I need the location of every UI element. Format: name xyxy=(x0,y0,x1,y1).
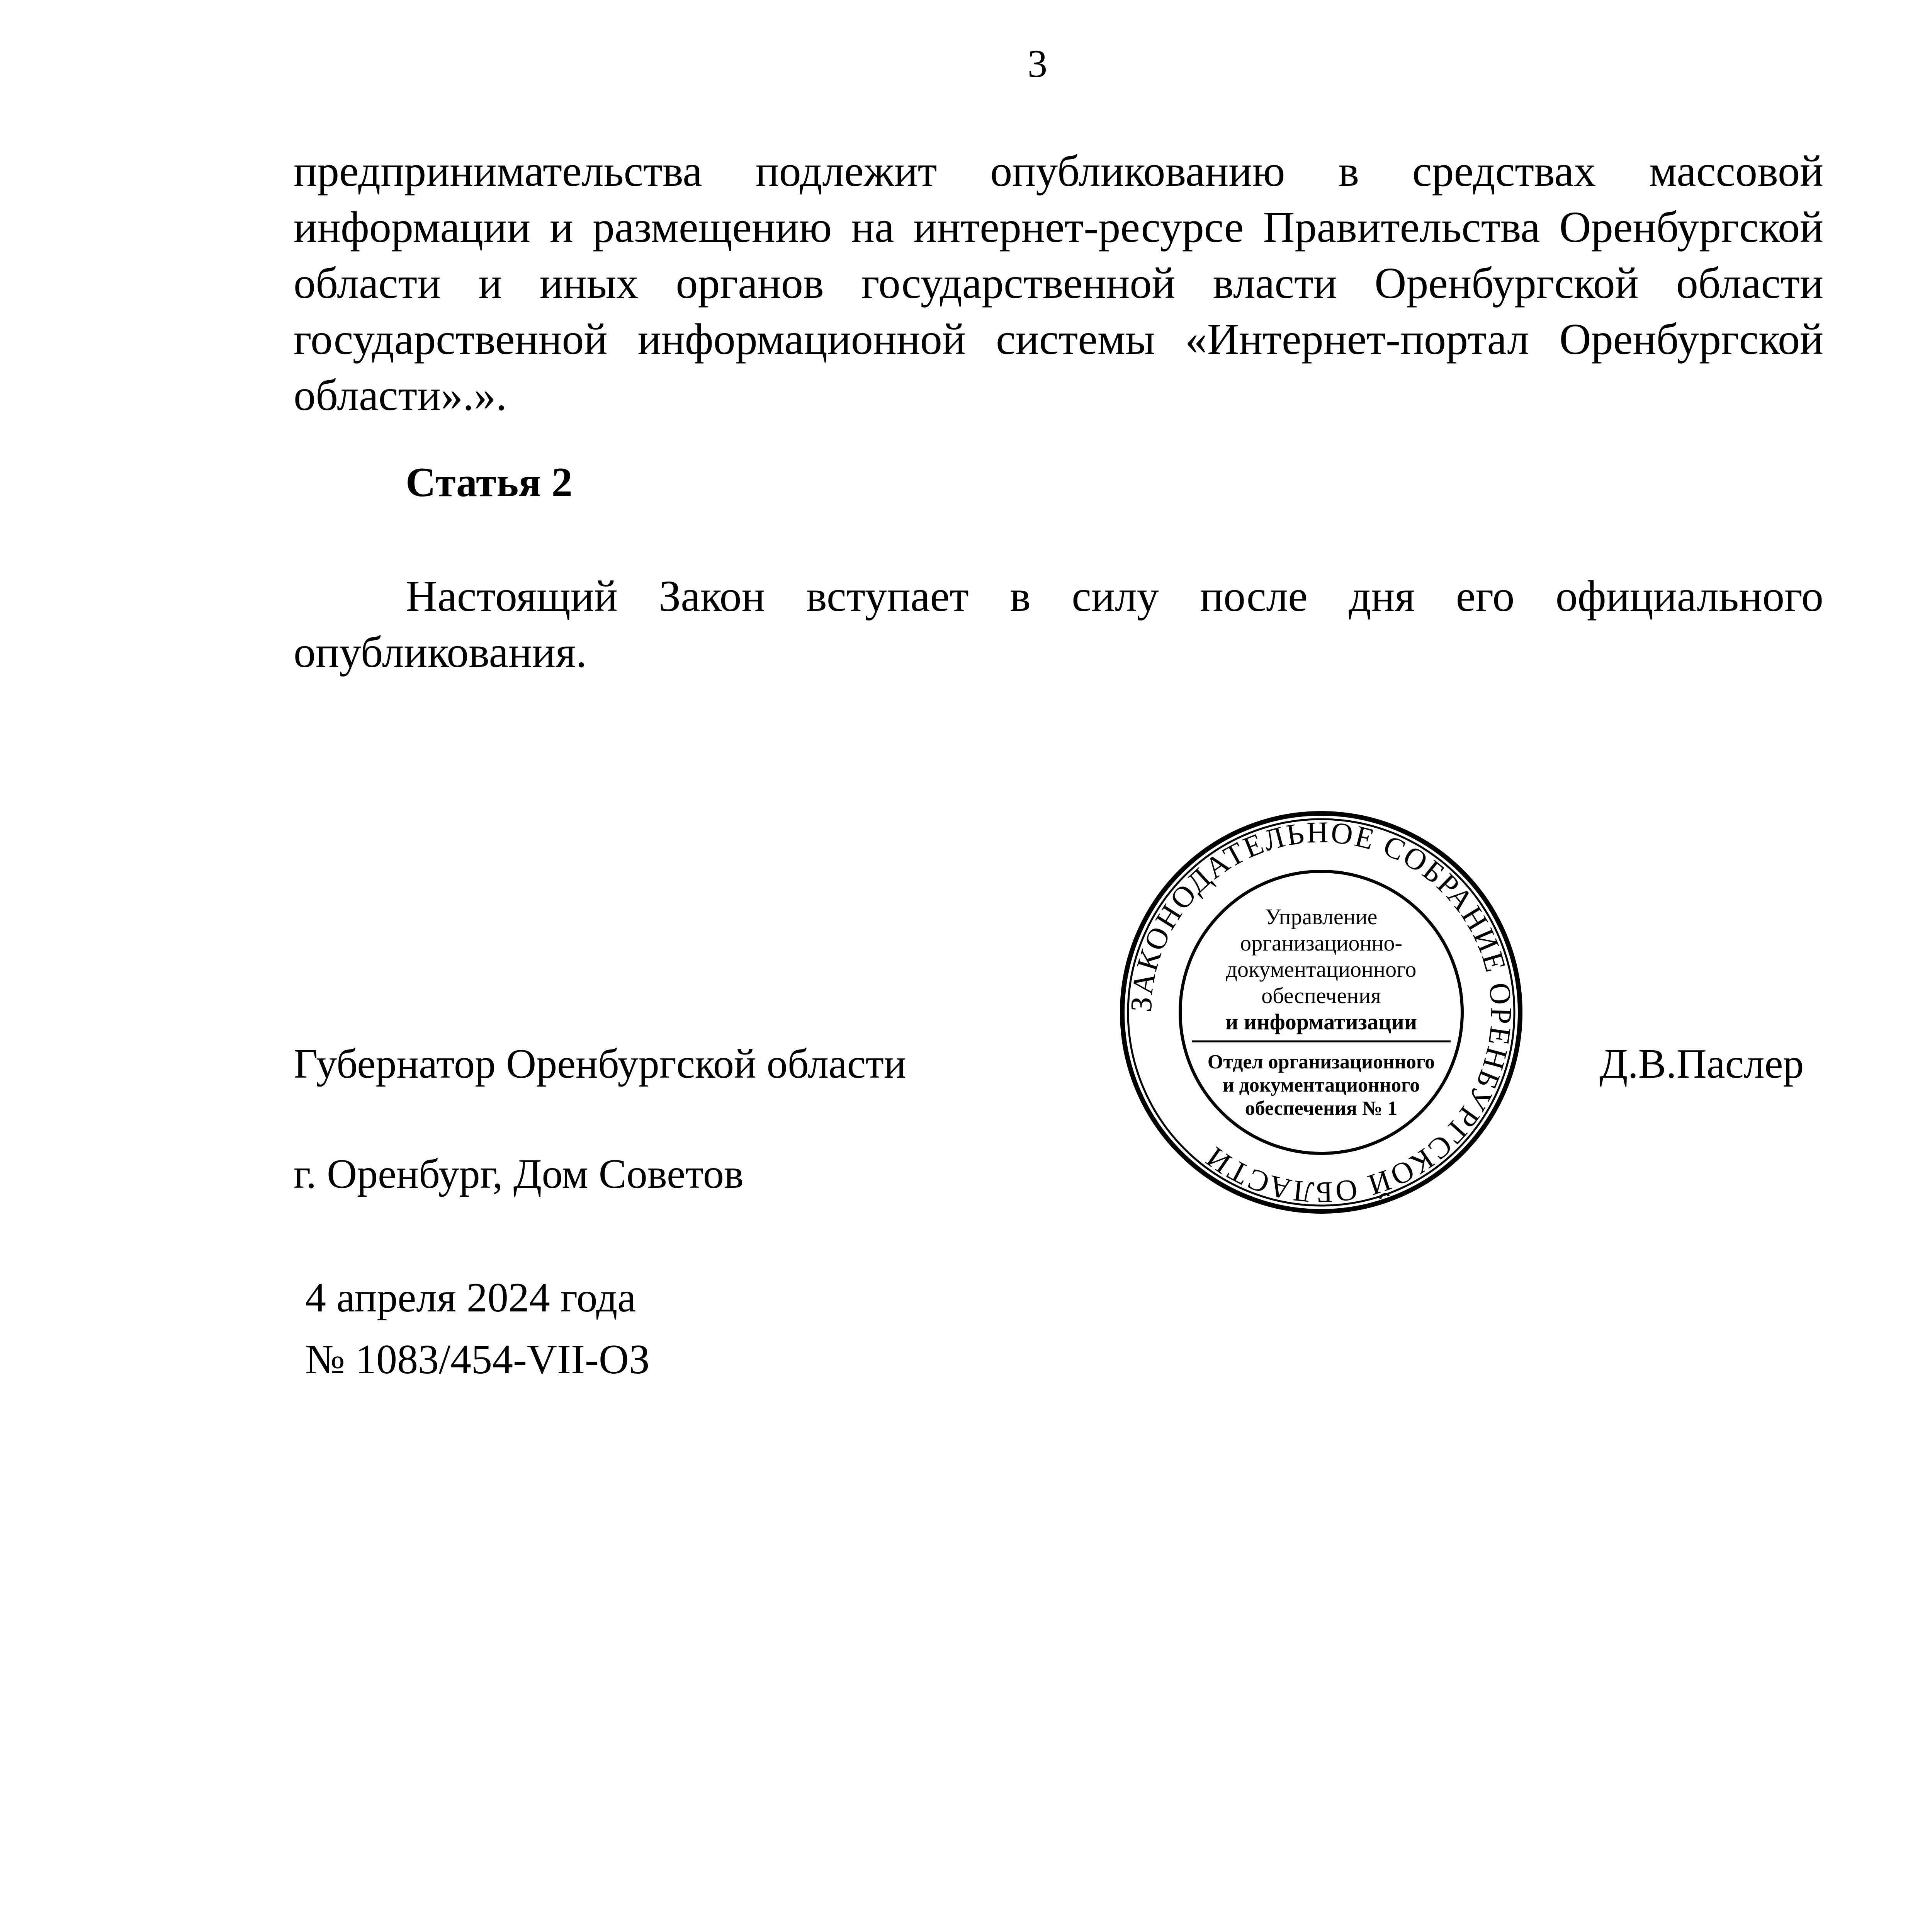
continued-paragraph: предпринимательства подлежит опубликованию в средствах массовой информации и размещению на интернет-ресурсе Правительства Оренбургской области и иных органов государственной власти Оренбургской области государственной информационной системы «Интернет-портал Оренбургской области».». xyxy=(294,146,1823,420)
official-seal xyxy=(1113,804,1530,1221)
stamp-department-line: Управление xyxy=(1265,904,1378,929)
stamp-unit-line: Отдел организационного xyxy=(1207,1051,1435,1073)
svg-text:ЗАКОНОДАТЕЛЬНОЕ СОБРАНИЕ ОРЕНБ: ЗАКОНОДАТЕЛЬНОЕ СОБРАНИЕ ОРЕНБУРГСКОЙ ОБЛАСТИ xyxy=(1124,815,1519,1210)
stamp-department-line: обеспечения xyxy=(1261,983,1381,1008)
signatory-name: Д.В.Паслер xyxy=(1599,1041,1804,1087)
signing-place: г. Оренбург, Дом Советов xyxy=(294,1151,744,1197)
article-heading: Статья 2 xyxy=(406,459,573,505)
signatory-position: Губернатор Оренбургской области xyxy=(294,1041,906,1087)
stamp-department-line: и информатизации xyxy=(1225,1009,1417,1034)
page-number: 3 xyxy=(1028,42,1047,86)
law-number: № 1083/454-VII-ОЗ xyxy=(305,1337,650,1383)
stamp-department-line: документационного xyxy=(1226,957,1417,982)
signing-date: 4 апреля 2024 года xyxy=(305,1275,636,1321)
stamp-unit-line: обеспечения № 1 xyxy=(1245,1097,1398,1119)
stamp-unit-line: и документационного xyxy=(1222,1074,1420,1096)
stamp-department-line: организационно- xyxy=(1240,930,1402,956)
article-text: Настоящий Закон вступает в силу после дня его официального опубликования. xyxy=(294,571,1823,677)
